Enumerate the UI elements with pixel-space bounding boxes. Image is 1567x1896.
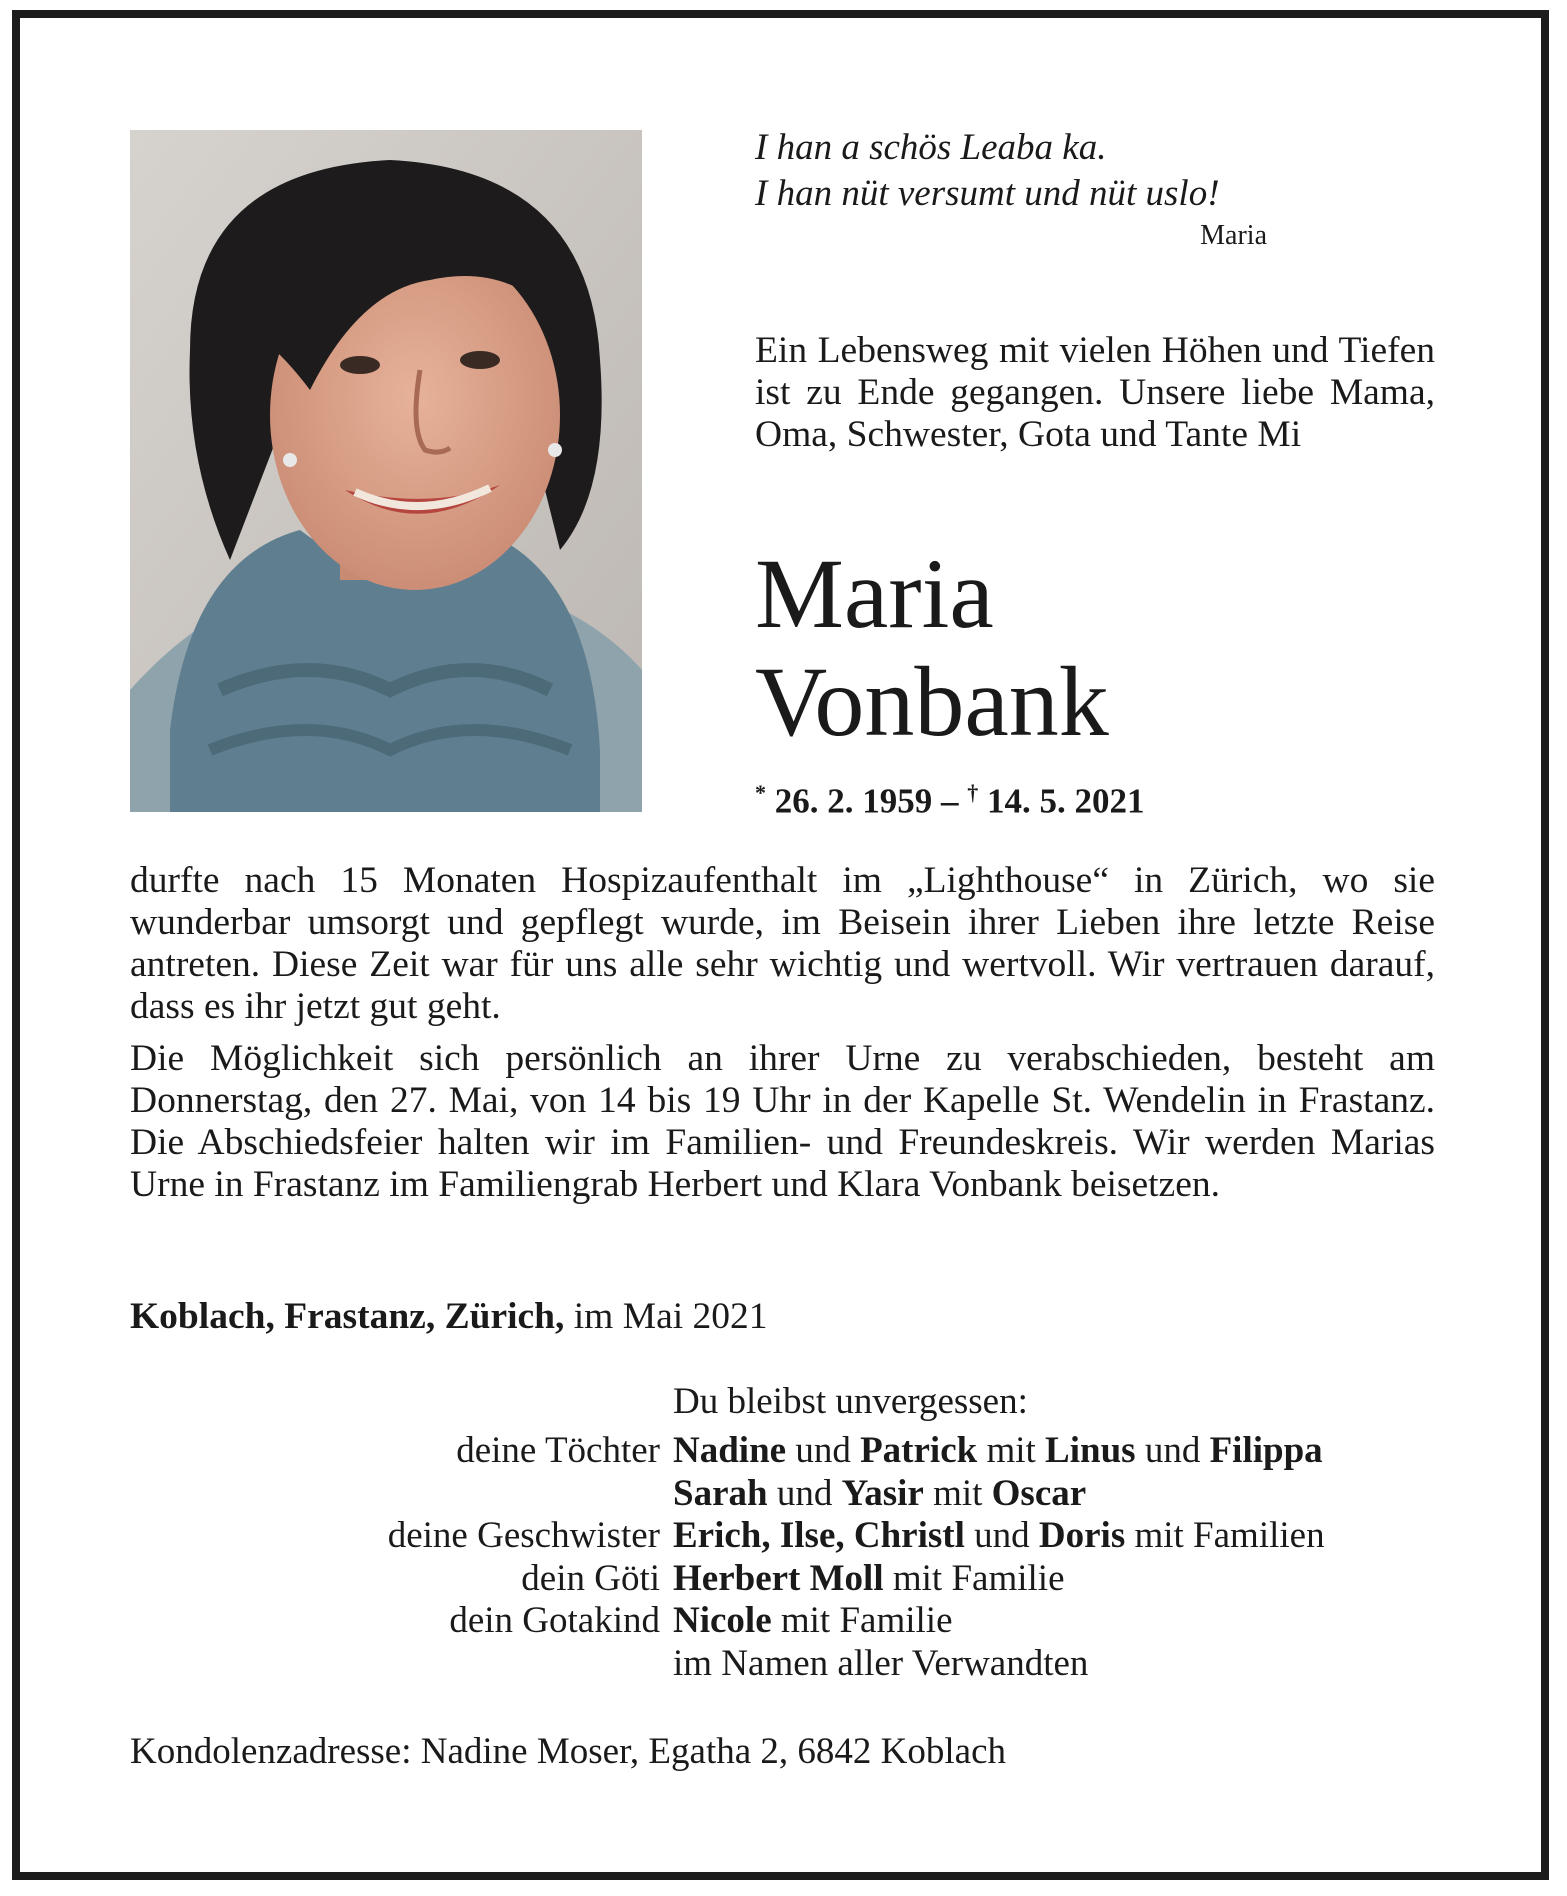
mourner-connector: und: [1135, 1430, 1210, 1471]
mourner-relation: deine Geschwister: [387, 1515, 660, 1556]
mourner-connector: mit Familie: [883, 1557, 1065, 1599]
mourner-names: [673, 1643, 1088, 1686]
intro-text: Ein Lebensweg mit vielen Höhen und Tiefen ist zu Ende gegangen. Unsere liebe Mama, Oma, Schwester, Gota und Tante Mi: [755, 330, 1435, 455]
mourner-name: Yasir: [841, 1472, 924, 1514]
mourner-connector: im Namen aller Verwandten: [673, 1642, 1089, 1684]
quote-line-2: I han nüt versumt und nüt uslo!: [755, 173, 1220, 214]
mourner-name: Doris: [1038, 1515, 1126, 1556]
body-text: [130, 860, 1435, 1216]
mourner-row: [130, 1600, 1440, 1643]
mourner-connector: mit: [923, 1472, 992, 1514]
birth-date: 26. 2. 1959: [774, 781, 933, 821]
mourner-connector: mit Familien: [1125, 1515, 1325, 1556]
mourner-connector: und: [767, 1472, 842, 1514]
quote: [755, 125, 1275, 217]
quote-signature: Maria: [1200, 220, 1267, 251]
quote-line-1: I han a schös Leaba ka.: [755, 127, 1107, 168]
body-paragraph-1: durfte nach 15 Monaten Hospizaufenthalt im „Lighthouse“ in Zürich, wo sie wunderbar umsorgt und gepflegt wurde, im Beisein ihrer Lieben ihre letzte Reise antreten. Diese Zeit war für uns alle sehr wichtig und wertvoll. Wir vertrauen darauf, dass es ihr jetzt gut geht.: [130, 860, 1435, 1027]
portrait-photo: [130, 130, 642, 812]
mourner-relation: [130, 1473, 673, 1516]
mourners-heading: Du bleibst unvergessen:: [673, 1381, 1028, 1422]
mourner-names: [673, 1558, 1065, 1601]
mourner-names: [673, 1600, 953, 1643]
date-text: im Mai 2021: [573, 1296, 768, 1337]
last-name: Vonbank: [755, 646, 1109, 757]
mourner-relation: deine Töchter: [456, 1430, 660, 1471]
mourner-relation: dein Gotakind: [449, 1600, 660, 1641]
mourner-name: Nicole: [673, 1600, 772, 1641]
mourner-name: Linus: [1045, 1430, 1136, 1471]
mourners-list: [130, 1430, 1440, 1685]
deceased-name: [755, 540, 1109, 756]
mourner-names: [673, 1515, 1325, 1558]
mourner-name: Filippa: [1209, 1430, 1323, 1471]
mourner-row: [130, 1558, 1440, 1601]
place-date: [130, 1295, 768, 1338]
mourner-row: [130, 1430, 1440, 1473]
mourner-connector: mit: [977, 1430, 1046, 1471]
mourner-relation: [130, 1643, 673, 1686]
death-symbol: †: [967, 780, 979, 805]
mourner-names: [673, 1430, 1323, 1473]
mourner-relation: dein Göti: [521, 1557, 660, 1599]
mourner-row: [130, 1643, 1440, 1686]
mourner-connector: mit Familie: [771, 1600, 953, 1641]
life-dates: [755, 780, 1145, 822]
birth-symbol: *: [755, 780, 766, 805]
mourner-name: Oscar: [991, 1472, 1087, 1514]
mourner-name: Herbert Moll: [673, 1557, 884, 1599]
death-date: 14. 5. 2021: [987, 781, 1145, 821]
mourner-row: [130, 1473, 1440, 1516]
mourner-name: Nadine: [673, 1430, 787, 1471]
mourner-connector: und: [786, 1430, 861, 1471]
first-name: Maria: [755, 538, 994, 649]
mourner-names: [673, 1473, 1086, 1516]
places: Koblach, Frastanz, Zürich,: [130, 1296, 565, 1337]
condolence-address: Kondolenzadresse: Nadine Moser, Egatha 2, 6842 Koblach: [130, 1731, 1006, 1772]
mourner-row: [130, 1515, 1440, 1558]
mourner-connector: und: [964, 1515, 1039, 1556]
mourner-name: Erich, Ilse, Christl: [673, 1515, 965, 1556]
date-dash: –: [941, 781, 959, 821]
mourner-name: Sarah: [673, 1472, 768, 1514]
body-paragraph-2: Die Möglichkeit sich persönlich an ihrer Urne zu verabschieden, besteht am Donnerstag, den 27. Mai, von 14 bis 19 Uhr in der Kapelle St. Wendelin in Frastanz. Die Abschiedsfeier halten wir im Familien- und Freundeskreis. Wir werden Marias Urne in Frastanz im Familiengrab Herbert und Klara Vonbank beisetzen.: [130, 1038, 1435, 1205]
mourner-name: Patrick: [860, 1430, 978, 1471]
